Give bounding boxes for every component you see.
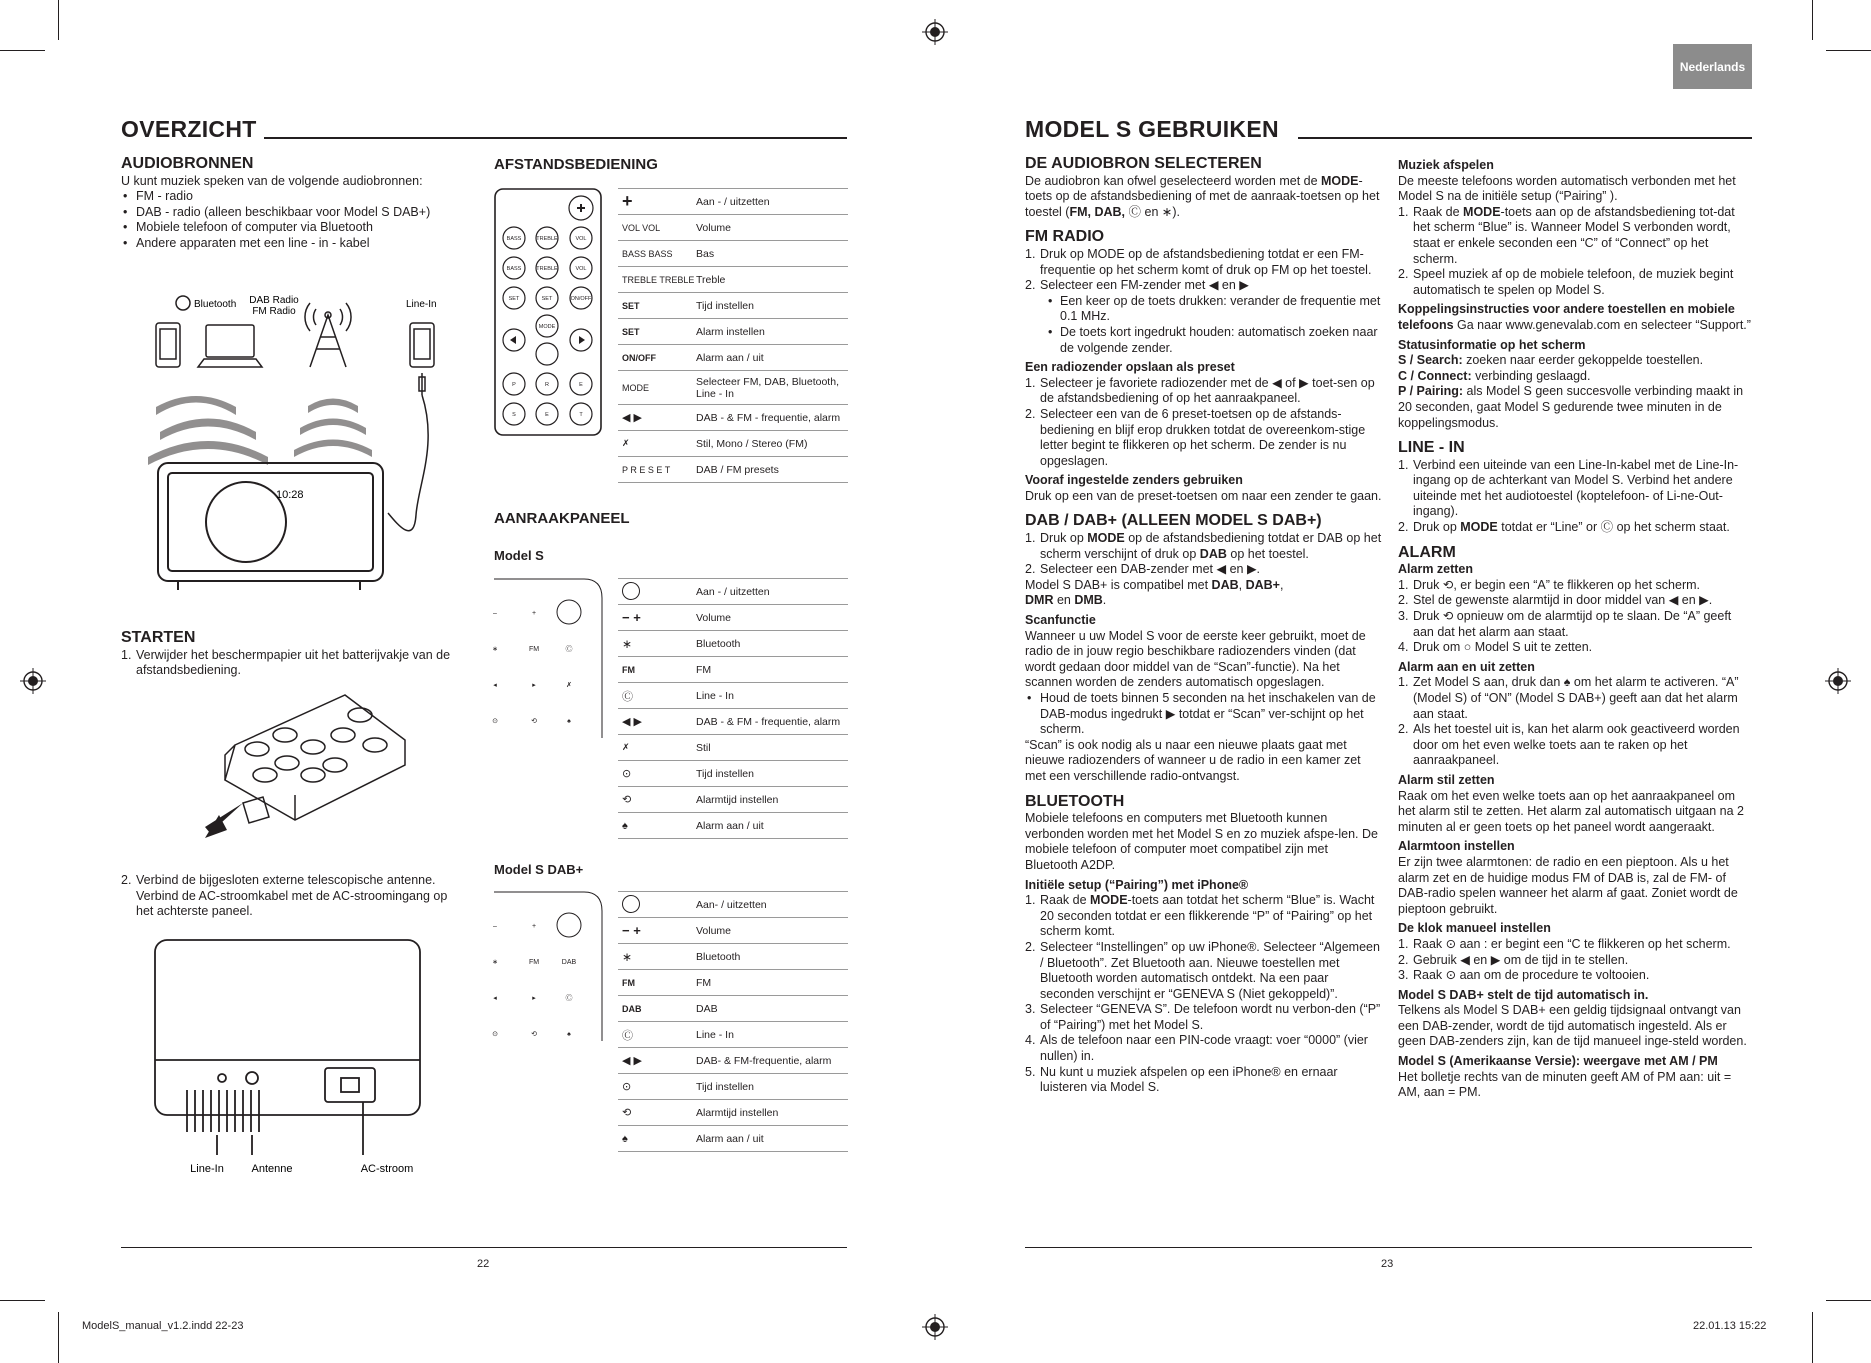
svg-text:▸: ▸ [532,995,536,1002]
mute-icon: ✗ [622,742,630,752]
linein-icon: Ⓒ [1128,204,1142,219]
touch-panel-model-s-dab [494,891,604,1051]
linein-heading: LINE - IN [1398,439,1465,457]
remote-key: P [512,382,516,388]
clock-set-icon: SET [622,300,640,311]
scan-text: Wanneer u uw Model S voor de eerste keer gebruikt, moet de radio de in jouw regio beschikbare radiozenders vinden (dat wordt gedaan door middel van de “Scan”-functie). Na het scannen worden de zenders automatisch opgeslagen. [1025,628,1366,690]
registration-mark [20,668,46,694]
power-icon [618,582,696,602]
svg-text:∗: ∗ [492,959,498,966]
alarm-icon: ⟲ [622,1107,632,1119]
volume-icon: − + [622,610,641,625]
audiobron-text: De audiobron kan ofwel geselecteerd worden met de MODE-toets op de afstandsbediening of met de aanraak-toetsen op het toestel (FM, DAB, Ⓒ en ∗). [1025,173,1380,219]
afstandsbediening-heading: AFSTANDSBEDIENING [494,156,658,173]
right-column-1: DE AUDIOBRON SELECTEREN De audiobron kan ofwel geselecteerd worden met de MODE-toets op de afstandsbediening of met de aanraak-toetsen op het toestel (FM, DAB, Ⓒ en ∗). FM RADIO 1. Druk op MODE op de afstandsbediening totdat er een FM-frequentie op het scherm komt of druk op FM op het toestel. 2. Selecteer een FM-zender met ◀ en ▶ • Een keer op de toets drukken: verander de frequentie met 0.1 MHz. • De toets kort ingedrukt houden: automatisch zoeken naar de volgende zender. Een radiozender opslaan als preset 1. Selecteer je favoriete radiozender met de ◀ of ▶ toet-sen op de afstandsbediening of op het aanraakpaneel. 2. Selecteer een van de 6 preset-toetsen op de afstands-bediening en blijf erop drukken totdat de overeenkom-stige letter begint te flikkeren op het scherm. De zender is nu opgeslagen. Vooraf ingestelde zenders gebruiken Druk op een van de preset-toetsen om naar een zender te gaan. DAB / DAB+ (ALLEEN MODEL S DAB+) 1. Druk op MODE op de afstandsbediening totdat er DAB op het scherm verschijnt of druk op DAB op het toestel. 2. Selecteer een DAB-zender met ◀ en ▶. Model S DAB+ is compatibel met DAB, DAB+, DMR en DMB. Scanfunctie Wanneer u uw Model S voor de eerste keer gebruikt, moet de radio de in jouw regio beschikbare radiozenders vinden (dat wordt gedaan door middel van de “Scan”-functie). Na het scannen worden de zenders automatisch opgeslagen. • Houd de toets binnen 5 seconden na het inschakelen van de DAB-modus ingedrukt ▶ totdat er “Scan” ver-schijnt op het scherm. “Scan” is ook nodig als u naar een nieuwe plaats gaat met nieuwe radiozenders of wanneer u de radio in een kamer zet met een verschillende radio-ontvangst. BLUETOOTH Mobiele telefoons en computers met Bluetooth kunnen verbonden worden met het Model S en zo muziek afspe-len. De mobiele telefoon of computer moet compatibel zijn met Bluetooth A2DP. Initiële setup (“Pairing”) met iPhone® 1. Raak de MODE-toets aan totdat het scherm “Blue” is. Wacht 20 seconden totdat er een flikkerende “P” of “Pairing” op het scherm komt. 2. Selecteer “Instellingen” op uw iPhone®. Selecteer “Algemeen / Bluetooth”. Zet Bluetooth aan. Nieuwe toestellen met Bluetooth worden automatisch ontdekt. Na een paar seconden verschijnt er “GENEVA S (Niet gekoppeld)”. 3. Selecteer “GENEVA S”. De telefoon wordt nu verbon-den (“P” of “Pairing”) met het Model S. 4. Als de telefoon naar een PIN-code vraagt: voer “0000” (vier nullen) in. 5. Nu kunt u muziek afspelen op een iPhone® en ernaar luisteren via Model S. [1025,156,1383,1096]
svg-text:–: – [493,923,497,930]
linein-icon: Ⓒ [1600,520,1614,535]
audiobron-heading: DE AUDIOBRON SELECTEREN [1025,155,1262,172]
dab-heading: DAB / DAB+ (ALLEEN MODEL S DAB+) [1025,512,1322,530]
table-row: ⊙ Tijd instellen [618,1074,848,1100]
aanuit-step-2: Als het toestel uit is, kan het alarm ook geactiveerd worden door om het even welke toets aan te raken op het aanraakpaneel. [1413,722,1740,768]
pairing-heading: Initiële setup (“Pairing”) met iPhone® [1025,877,1249,892]
registration-mark [922,1314,948,1340]
table-row: ◀ ▶ DAB - & FM - frequentie, alarm [618,405,848,431]
svg-text:Ⓒ: Ⓒ [565,646,573,653]
right-column-2: Muziek afspelen De meeste telefoons worden automatisch verbonden met het Model S na de initiële setup (“Pairing” ). 1. Raak de MODE-toets aan op de afstandsbediening tot-dat het scherm “Blue” is. Wanneer Model S verbonden wordt, staat er enkele seconden een “C” of “Connect” op het scherm. 2. Speel muziek af op de mobiele telefoon, de muziek begint automatisch te spelen op Model S. Koppelingsinstructies voor andere toestellen en mobiele telefoons Ga naar www.genevalab.com en selecteer “Support.” Statusinformatie op het scherm S / Search: zoeken naar eerder gekoppelde toestellen. C / Connect: verbinding geslaagd. P / Pairing: als Model S geen succesvolle verbinding maakt in 20 seconden, gaat Model S gedurende twee minuten in de koppelingsmodus. LINE - IN 1. Verbind een uiteinde van een Line-In-kabel met de Line-In-ingang op de achterkant van Model S. Verbind het andere uiteinde met het audiotoestel (koptelefoon- of Li-ne-Out-ingang). 2. Druk op MODE totdat er “Line” or Ⓒ op het scherm staat. ALARM Alarm zetten 1. Druk ⟲, er begin een “A” te flikkeren op het scherm. 2. Stel de gewenste alarmtijd in door middel van ◀ en ▶. 3. Druk ⟲ opnieuw om de alarmtijd op te slaan. De “A” geeft aan dat het alarm aan staat. 4. Druk om ○ Model S uit te zetten. Alarm aan en uit zetten 1. Zet Model S aan, druk dan ♠ om het alarm te activeren. “A” (Model S) of “ON” (Model S DAB+) geeft aan dat het alarm aan staat. 2. Als het toestel uit is, kan het alarm ook geactiveerd worden door om het even welke toets aan te raken op het aanraakpaneel. Alarm stil zetten Raak om het even welke toets aan op het aanraakpaneel om het alarm stil te zetten. Het alarm zal automatisch uitgaan na 2 minuten al er geen toets op het paneel wordt aangeraakt. Alarmtoon instellen Er zijn twee alarmtonen: de radio en een pieptoon. Als u het alarm zet en de huidige modus FM of DAB is, zal de FM- of DAB-radio spelen wanneer het alarm af gaat. Zoniet wordt de pieptoon gebruikt. De klok manueel instellen 1. Raak ⊙ aan : er begint een “C te flikkeren op het scherm. 2. Gebruik ◀ en ▶ om de tijd in te stellen. 3. Raak ⊙ aan om de procedure te voltooien. Model S DAB+ stelt de tijd automatisch in. Telkens als Model S DAB+ een geldig tijdsignaal ontvangt van een DAB-zender, wordt de tijd automatisch ingesteld. Als er geen DAB-zenders zijn, kan de tijd manueel inge-steld worden. Model S (Amerikaanse Versie): weergave met AM / PM Het bolletje rechts van de minuten geeft AM of PM aan: uit = AM, aan = PM. [1398,158,1751,1100]
opslaan-step-1: Selecteer je favoriete radiozender met de ◀ of ▶ toet-sen op de afstandsbediening of op het aanraakpaneel. [1040,375,1375,406]
arrows-icon: ◀ ▶ [622,412,642,424]
svg-text:⊙: ⊙ [492,718,498,725]
toon-text: Er zijn twee alarmtonen: de radio en een pieptoon. Als u het alarm zet en de huidige modus FM of DAB is, zal de FM- of DAB-radio spelen wanneer het alarm af gaat. Zoniet wordt de pieptoon gebruikt. [1398,854,1738,916]
remote-key: ON/OFF [570,296,592,302]
status-pairing: P / Pairing: als Model S geen succesvolle verbinding maakt in 20 seconden, gaat Model S gedurende twee minuten in de koppelingsmodus. [1398,384,1744,430]
dab-step-1: Druk op MODE op de afstandsbediening totdat er DAB op het scherm verschijnt of druk op DAB op het toestel. [1040,531,1382,561]
remote-key: TREBLE [536,266,558,272]
koppel-text: Koppelingsinstructies voor andere toestellen en mobiele telefoons Ga naar www.genevalab.com en selecteer “Support.” [1398,302,1751,332]
page-title-left: OVERZICHT [121,116,257,142]
linein-icon: Ⓒ [622,1029,633,1042]
bluetooth-icon: ∗ [622,636,633,651]
remote-key: BASS [506,266,522,272]
scan-note: “Scan” is ook nodig als u naar een nieuwe plaats gaat met nieuwe radiozenders of wanneer u de radio in een kamer zet met een verschillende radio-ontvangst. [1025,737,1361,783]
remote-key: E [545,412,549,418]
crop-mark [1812,0,1813,40]
opslaan-heading: Een radiozender opslaan als preset [1025,360,1235,375]
starten-heading: STARTEN [121,629,196,646]
svg-text:Ⓒ: Ⓒ [565,995,573,1002]
remote-key: VOL [575,266,587,272]
remote-key: TREBLE [536,236,558,242]
zetten-step-3: Druk ⟲ opnieuw om de alarmtijd op te slaan. De “A” geeft aan dat het alarm aan staat. [1413,609,1732,639]
table-row: DAB DAB [618,996,848,1022]
pair-step-4: Als de telefoon naar een PIN-code vraagt: voer “0000” (vier nullen) in. [1040,1033,1368,1064]
remote-key: E [579,382,583,388]
bell-icon: ♠ [622,819,628,832]
pair-step-2: Selecteer “Instellingen” op uw iPhone®. Selecteer “Algemeen / Bluetooth”. Zet Bluetooth aan. Nieuwe toestellen met Bluetooth worden automatisch ontdekt. Na een paar seconden verschijnt er “GENEVA S (Niet gekoppeld)”. [1040,939,1380,1001]
alarm-heading: ALARM [1398,543,1456,561]
svg-text:DAB: DAB [561,959,577,966]
fm-icon: FM [622,977,635,988]
vooraf-text: Druk op een van de preset-toetsen om naar een zender te gaan. [1025,488,1382,503]
power-icon: + [622,191,633,211]
svg-text:◂: ◂ [493,682,497,689]
model-s-heading: Model S [494,548,544,563]
bell-icon: ♠ [622,1132,628,1145]
list-item: • DAB - radio (alleen beschikbaar voor Model S DAB+) [121,205,481,221]
bluetooth-heading: BLUETOOTH [1025,792,1125,810]
svg-text:⟲: ⟲ [531,718,537,725]
svg-text:FM: FM [528,646,540,653]
clock-icon: ⊙ [622,768,632,780]
remote-key: SET [541,296,553,302]
scan-bullet: • Houd de toets binnen 5 seconden na het inschakelen van de DAB-modus ingedrukt ▶ totdat er “Scan” ver-schijnt op het scherm. [1025,691,1383,738]
klok-step-3: Raak ⊙ aan om de procedure te voltooien. [1413,968,1650,983]
stil-heading: Alarm stil zetten [1398,772,1495,787]
fig-label-fm: FM Radio [252,306,296,317]
pair-step-5: Nu kunt u muziek afspelen op een iPhone® en ernaar luisteren via Model S. [1040,1064,1338,1095]
touch-table-model-s-dab [618,891,848,1152]
list-item: • De toets kort ingedrukt houden: automatisch zoeken naar de volgende zender. [1040,325,1383,356]
audiobronnen-intro: U kunt muziek speken van de volgende audiobronnen: [121,173,423,188]
arrows-icon: ◀ ▶ [622,1055,642,1067]
remote-key: BASS [506,236,522,242]
registration-mark [1825,668,1851,694]
list-item: • FM - radio [121,189,481,205]
starten-step-1: Verwijder het beschermpapier uit het batterijvakje van de afstandsbediening. [136,647,451,678]
title-rule [1298,137,1752,139]
fig-label-linein: Line-In [406,299,437,310]
table-row: TREBLE TREBLE Treble [618,267,848,293]
bluetooth-icon [176,296,190,310]
muziek-step-1: Raak de MODE-toets aan op de afstandsbediening tot-dat het scherm “Blue” is. Wanneer Model S verbonden wordt, staat er enkele seconden een “C” of “Connect” op het scherm. [1413,204,1735,266]
crop-mark [1826,50,1871,51]
fig-label-antenne: Antenne [251,1163,293,1175]
zetten-step-1: Druk ⟲, er begin een “A” te flikkeren op het scherm. [1413,577,1700,592]
klok-step-1: Raak ⊙ aan : er begint een “C te flikkeren op het scherm. [1413,936,1731,951]
touch-panel-model-s [494,578,604,738]
aanuit-heading: Alarm aan en uit zetten [1398,659,1535,674]
klok-heading: De klok manueel instellen [1398,921,1551,936]
page-number-left: 22 [477,1258,490,1270]
opslaan-step-2: Selecteer een van de 6 preset-toetsen op de afstands-bediening en blijf erop drukken totdat de overeenkom-stige letter begint te flikkeren op het scherm. De zender is nu opgeslagen. [1040,406,1366,468]
remote-key: T [579,412,583,418]
table-row: − + Volume [618,605,848,631]
fm-step-1: Druk op MODE op de afstandsbediening totdat er een FM-frequentie op het scherm komt of druk op FM op het toestel. [1040,246,1372,277]
svg-text:∗: ∗ [492,646,498,653]
toon-heading: Alarmtoon instellen [1398,839,1515,854]
fig-label-dab: DAB Radio [249,295,299,306]
linein-step-1: Verbind een uiteinde van een Line-In-kabel met de Line-In-ingang op de achterkant van Model S. Verbind het andere uiteinde met het audiotoestel (koptelefoon- of Li-ne-Out-ingang). [1413,457,1739,519]
table-row: BASS BASS Bas [618,241,848,267]
table-row: ◀ ▶ DAB - & FM - frequentie, alarm [618,709,848,735]
list-item: • Andere apparaten met een line - in - kabel [121,236,481,252]
crop-mark [1812,1312,1813,1363]
mute-icon: ✗ [622,438,630,448]
vol-icon: VOL VOL [622,222,661,233]
title-rule [264,137,847,139]
bluetooth-icon: ∗ [1161,204,1173,219]
alarm-onoff-icon: ON/OFF [622,352,656,363]
remote-key: S [512,412,516,418]
remote-battery-illustration [205,695,405,845]
starten-step-2: Verbind de bijgesloten externe telescopische antenne. Verbind de AC-stroomkabel met de AC-stroomingang op het achterste paneel. [136,873,448,919]
table-row: ✗ Stil, Mono / Stereo (FM) [618,431,848,457]
scan-heading: Scanfunctie [1025,613,1096,628]
svg-text:⟲: ⟲ [531,1031,537,1038]
svg-text:♠: ♠ [567,718,571,725]
auto-heading: Model S DAB+ stelt de tijd automatisch in. [1398,987,1649,1002]
svg-text:⊙: ⊙ [492,1031,498,1038]
mode-icon: MODE [622,382,649,393]
table-row: ∗ Bluetooth [618,631,848,657]
table-row: Aan- / uitzetten [618,891,848,918]
fig-label-ac: AC-stroom [360,1163,414,1175]
svg-text:FM: FM [528,959,540,966]
muziek-text: De meeste telefoons worden automatisch verbonden met het Model S na de initiële setup (“Pairing” ). [1398,173,1736,204]
alarm-icon: ⟲ [622,794,632,806]
am-text: Het bolletje rechts van de minuten geeft AM of PM aan: uit = AM, aan = PM. [1398,1069,1732,1100]
table-row: ⟲ Alarmtijd instellen [618,787,848,813]
linein-step-2: Druk op MODE totdat er “Line” or Ⓒ op het scherm staat. [1413,520,1730,535]
aanuit-step-1: Zet Model S aan, druk dan ♠ om het alarm te activeren. “A” (Model S) of “ON” (Model S DAB+) geeft aan dat het alarm aan staat. [1413,675,1739,721]
status-heading: Statusinformatie op het scherm [1398,337,1586,352]
fm-step-2: Selecteer een FM-zender met ◀ en ▶ [1040,278,1249,293]
crop-mark [0,1300,45,1301]
svg-text:✗: ✗ [566,682,572,689]
fig-label-linein: Line-In [190,1163,224,1175]
audiobronnen-heading: AUDIOBRONNEN [121,155,254,172]
zetten-step-4: Druk om ○ Model S uit te zetten. [1413,640,1593,655]
svg-text:♠: ♠ [567,1031,571,1038]
fm-heading: FM RADIO [1025,228,1105,246]
language-tab: Nederlands [1673,44,1752,89]
table-row: ✗ Stil [618,735,848,761]
touch-table-model-s [618,578,848,839]
bluetooth-text: Mobiele telefoons en computers met Bluetooth kunnen verbonden worden met het Model S en zo muziek afspe-len. De mobiele telefoon of computer moet compatibel zijn met Bluetooth A2DP. [1025,811,1378,872]
svg-text:▸: ▸ [532,682,536,689]
clock-icon: ⊙ [622,1081,632,1093]
preset-icon: P R E S E T [622,464,671,475]
page-title-right: MODEL S GEBRUIKEN [1025,116,1279,142]
list-item: • Een keer op de toets drukken: verander de frequentie met 0.1 MHz. [1040,294,1383,325]
table-row: P R E S E T DAB / FM presets [618,457,848,483]
table-row: SET Alarm instellen [618,319,848,345]
pair-step-3: Selecteer “GENEVA S”. De telefoon wordt nu verbon-den (“P” of “Pairing”) met het Model S. [1040,1002,1381,1032]
back-panel-illustration [155,940,425,1175]
arrows-icon: ◀ ▶ [622,716,642,728]
crop-mark [1826,1300,1871,1301]
aanraakpaneel-heading: AANRAAKPANEEL [494,510,630,527]
zetten-step-2: Stel de gewenste alarmtijd in door middel van ◀ en ▶. [1413,593,1713,608]
remote-control-illustration [494,188,602,436]
dab-icon: DAB [622,1003,642,1014]
bluetooth-icon: ∗ [622,949,633,964]
treble-icon: TREBLE TREBLE [622,274,695,285]
svg-text:◂: ◂ [493,995,497,1002]
table-row: ⟲ Alarmtijd instellen [618,1100,848,1126]
stil-text: Raak om het even welke toets aan op het aanraakpaneel om het alarm stil te zetten. Het alarm zal automatisch uitgaan na 2 minuten al er geen toets op het paneel wordt aangeraakt. [1398,788,1745,834]
table-row: FM FM [618,657,848,683]
klok-step-2: Gebruik ◀ en ▶ om de tijd in te stellen. [1413,952,1629,967]
dab-step-2: Selecteer een DAB-zender met ◀ en ▶. [1040,562,1261,577]
crop-mark [0,50,45,51]
svg-text:+: + [531,610,537,617]
status-search: S / Search: zoeken naar eerder gekoppelde toestellen. [1398,353,1704,368]
table-row: − + Volume [618,918,848,944]
am-heading: Model S (Amerikaanse Versie): weergave met AM / PM [1398,1054,1718,1069]
muziek-step-2: Speel muziek af op de mobiele telefoon, de muziek begint automatisch te spelen op Model S. [1413,267,1734,297]
list-item: • Mobiele telefoon of computer via Bluetooth [121,220,481,236]
table-row: Ⓒ Line - In [618,1022,848,1048]
dab-compat: Model S DAB+ is compatibel met DAB, DAB+, DMR en DMB. [1025,577,1284,608]
svg-text:–: – [493,610,497,617]
status-connect: C / Connect: verbinding geslaagd. [1398,368,1591,383]
page-number-right: 23 [1381,1258,1394,1270]
auto-text: Telkens als Model S DAB+ een geldig tijdsignaal ontvangt van een DAB-zender, wordt de tijd automatisch ingesteld. Als er geen DAB-zenders zijn, kan de tijd manueel inge-steld worden. [1398,1003,1747,1049]
starten-section: STARTEN 1. Verwijder het beschermpapier uit het batterijvakje van de afstandsbediening. [121,630,467,679]
vooraf-heading: Vooraf ingestelde zenders gebruiken [1025,473,1243,488]
table-row: Ⓒ Line - In [618,683,848,709]
linein-icon: Ⓒ [622,690,633,703]
slug-filename: ModelS_manual_v1.2.indd 22-23 [82,1320,244,1332]
table-row: MODE Selecteer FM, DAB, Bluetooth, Line - In [618,371,848,405]
power-icon [618,895,696,915]
table-row: ♠ Alarm aan / uit [618,813,848,839]
crop-mark [58,1312,59,1363]
registration-mark [922,19,948,45]
remote-table [618,188,848,483]
pair-step-1: Raak de MODE-toets aan totdat het scherm “Blue” is. Wacht 20 seconden totdat er een flikkerende “P” of “Pairing” op het scherm komt. [1040,893,1375,939]
table-row: ♠ Alarm aan / uit [618,1126,848,1152]
remote-key: R [545,382,549,388]
table-row: ◀ ▶ DAB- & FM-frequentie, alarm [618,1048,848,1074]
table-row: ON/OFF Alarm aan / uit [618,345,848,371]
footer-rule [121,1247,847,1248]
muziek-heading: Muziek afspelen [1398,158,1494,172]
fig-label-bluetooth: Bluetooth [194,299,237,310]
model-s-dab-heading: Model S DAB+ [494,862,584,877]
alarm-set-icon: SET [622,326,640,337]
zetten-heading: Alarm zetten [1398,562,1474,577]
fm-icon: FM [622,664,635,675]
fig-display-time: 10:28 [276,489,304,501]
bass-icon: BASS BASS [622,248,673,259]
slug-date: 22.01.13 15:22 [1693,1320,1767,1332]
table-row: FM FM [618,970,848,996]
remote-key: SET [508,296,520,302]
remote-key: VOL [575,236,587,242]
table-row: ⊙ Tijd instellen [618,761,848,787]
volume-icon: − + [622,923,641,938]
crop-mark [58,0,59,40]
table-row: + Aan - / uitzetten [618,188,848,215]
starten-step-2-block: 2. Verbind de bijgesloten externe telescopische antenne. Verbind de AC-stroomkabel met de AC-stroomingang op het achterste paneel. [121,873,448,919]
remote-key: MODE [538,324,556,330]
audio-sources-illustration [148,285,478,600]
footer-rule [1025,1247,1752,1248]
table-row: SET Tijd instellen [618,293,848,319]
table-row: ∗ Bluetooth [618,944,848,970]
table-row: Aan - / uitzetten [618,578,848,605]
svg-text:+: + [531,923,537,930]
table-row: VOL VOL Volume [618,215,848,241]
audiobronnen-section [121,156,481,252]
